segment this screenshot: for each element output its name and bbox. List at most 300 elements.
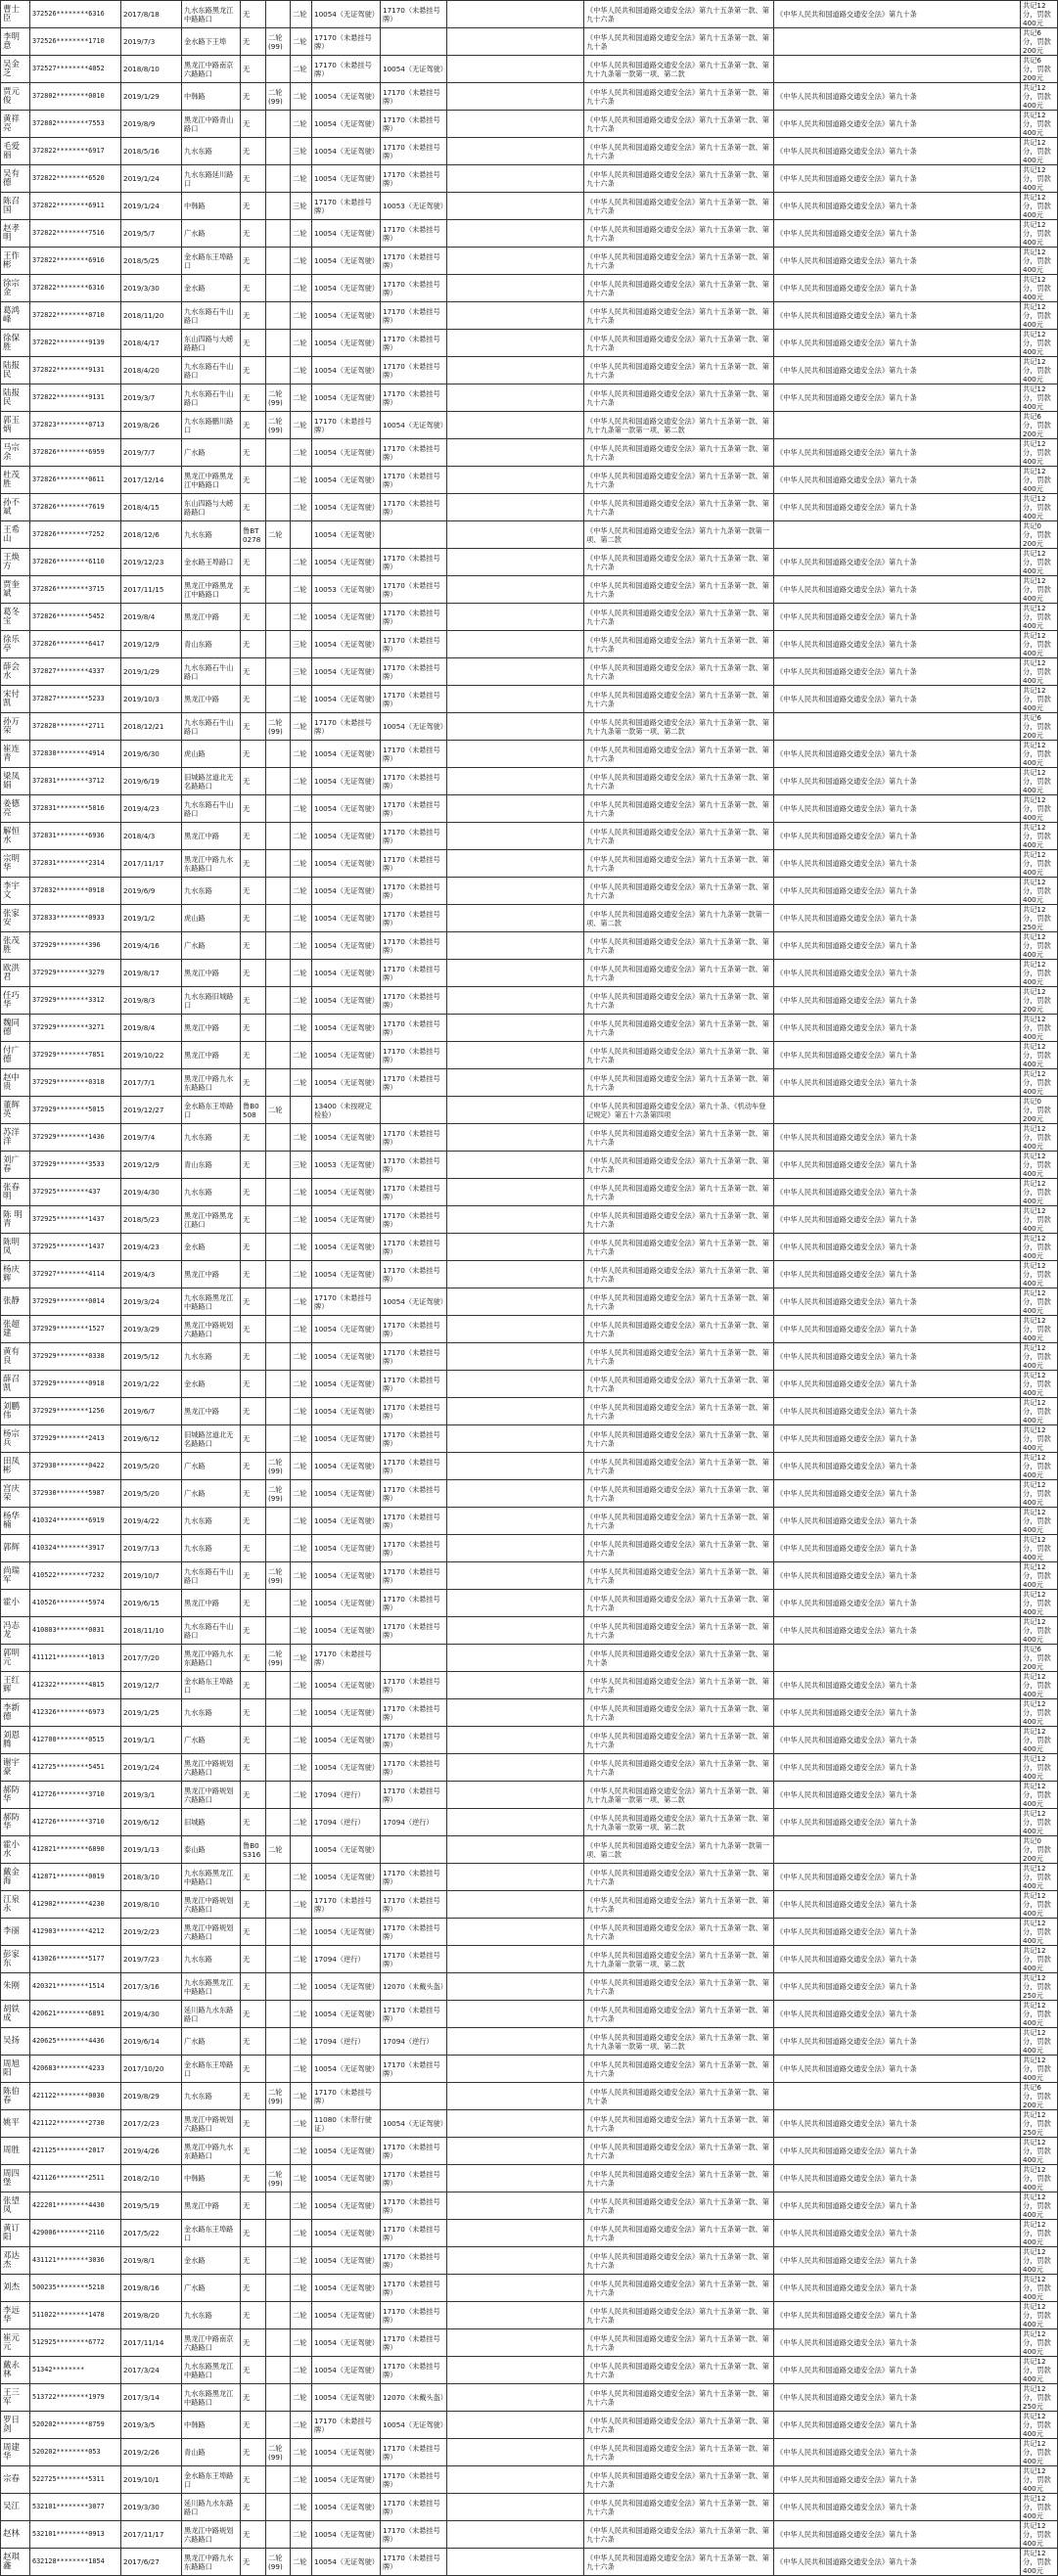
legal-basis-2: 《中华人民共和国道路交通安全法》第九十条 <box>774 1535 1021 1562</box>
legal-basis: 《中华人民共和国道路交通安全法》第九十九条第一款第一项、第二款 <box>584 1836 774 1864</box>
violation-location: 黑龙江中路黑龙江路口 <box>182 1206 241 1234</box>
violator-name: 梁凤娟 <box>1 768 30 795</box>
penalty-result: 共记12分，罚款400元 <box>1021 768 1058 795</box>
legal-basis: 《中华人民共和国道路交通安全法》第九十五条第一款、第九十六条 <box>584 932 774 960</box>
violation-code-1: 10054（无证驾驶） <box>312 1617 381 1645</box>
violation-code-1: 10054（无证驾驶） <box>312 330 381 357</box>
license-class: 二轮(99) <box>266 28 291 56</box>
license-class: 二轮(99) <box>266 2165 291 2192</box>
legal-basis: 《中华人民共和国道路交通安全法》第九十五条第一款、第九十六条 <box>584 1398 774 1425</box>
license-class <box>266 795 291 823</box>
legal-basis-2: 《中华人民共和国道路交通安全法》第九十条 <box>774 1069 1021 1097</box>
violation-date: 2019/5/20 <box>121 1480 182 1508</box>
vehicle-type: 二轮 <box>291 494 312 521</box>
legal-basis-2: 《中华人民共和国道路交通安全法》第九十条 <box>774 576 1021 604</box>
penalty-result: 共记12分，罚款400元 <box>1021 1809 1058 1836</box>
penalty-result: 共记12分，罚款400元 <box>1021 2275 1058 2302</box>
violation-code-2: 17170（未悬挂号牌） <box>381 987 447 1015</box>
blank-cell <box>447 1042 584 1069</box>
legal-basis: 《中华人民共和国道路交通安全法》第九十五条第一款、第九十六条 <box>584 2549 774 2576</box>
violation-date: 2018/4/3 <box>121 823 182 850</box>
vehicle-type: 二轮 <box>291 576 312 604</box>
vehicle-type: 二轮 <box>291 2001 312 2028</box>
violation-code-1: 10054（无证驾驶） <box>312 1015 381 1042</box>
violation-date: 2019/1/22 <box>121 1371 182 1398</box>
violation-code-1: 10054（无证驾驶） <box>312 494 381 521</box>
violation-code-1: 17094（逆行） <box>312 2028 381 2056</box>
violation-date: 2019/7/23 <box>121 1946 182 1973</box>
violation-location: 九水东路石牛山路口 <box>182 357 241 384</box>
violation-date: 2019/7/13 <box>121 1535 182 1562</box>
id-number: 372929********0014 <box>30 1288 121 1316</box>
plate-number: 无 <box>241 1864 266 1891</box>
plate-number: 无 <box>241 2384 266 2412</box>
violation-code-1: 10054（无证驾驶） <box>312 686 381 713</box>
violation-code-2: 17170（未悬挂号牌） <box>381 138 447 165</box>
vehicle-type: 二轮 <box>291 56 312 83</box>
table-row <box>1 850 1058 878</box>
id-number: 372929********0338 <box>30 1343 121 1371</box>
license-class <box>266 1 291 28</box>
legal-basis: 《中华人民共和国道路交通安全法》第九十五条第一款、第九十六条 <box>584 658 774 686</box>
violator-name: 赵林 <box>1 2521 30 2549</box>
penalty-result: 共记6分，罚款200元 <box>1021 2083 1058 2110</box>
vehicle-type: 二轮 <box>291 1371 312 1398</box>
legal-basis-2: 《中华人民共和国道路交通安全法》第九十条 <box>774 658 1021 686</box>
violation-code-1: 10054（无证驾驶） <box>312 905 381 932</box>
legal-basis: 《中华人民共和国道路交通安全法》第九十五条第一款、第九十六条 <box>584 1124 774 1152</box>
license-class: 二轮(99) <box>266 1480 291 1508</box>
violation-code-2: 17170（未悬挂号牌） <box>381 1919 447 1946</box>
violation-date: 2019/1/25 <box>121 1699 182 1727</box>
license-class <box>266 2056 291 2083</box>
violation-location: 中韩路 <box>182 2165 241 2192</box>
license-class <box>266 2220 291 2247</box>
violation-code-2: 17170（未悬挂号牌） <box>381 1699 447 1727</box>
violator-name: 贾元俊 <box>1 83 30 111</box>
violation-code-1: 10054（无证驾驶） <box>312 878 381 905</box>
plate-number: 无 <box>241 850 266 878</box>
violation-location: 金水路 <box>182 1371 241 1398</box>
id-number: 412326********6973 <box>30 1699 121 1727</box>
table-row <box>1 83 1058 111</box>
plate-number: 无 <box>241 1973 266 2001</box>
violation-code-2: 17170（未悬挂号牌） <box>381 1508 447 1535</box>
blank-cell <box>447 850 584 878</box>
violation-code-1: 10054（无证驾驶） <box>312 823 381 850</box>
violation-code-2: 17170（未悬挂号牌） <box>381 2466 447 2494</box>
plate-number: 无 <box>241 28 266 56</box>
penalty-result: 共记12分，罚款400元 <box>1021 1316 1058 1343</box>
blank-cell <box>447 987 584 1015</box>
id-number: 372831********6936 <box>30 823 121 850</box>
legal-basis-2: 《中华人民共和国道路交通安全法》第九十条 <box>774 878 1021 905</box>
violation-code-1: 10054（无证驾驶） <box>312 631 381 658</box>
id-number: 372527********4052 <box>30 56 121 83</box>
legal-basis: 《中华人民共和国道路交通安全法》第九十五条第一款、第九十六条 <box>584 2384 774 2412</box>
vehicle-type: 二轮 <box>291 2384 312 2412</box>
license-class <box>266 1398 291 1425</box>
penalty-result: 共记12分，罚款400元 <box>1021 2138 1058 2165</box>
license-class: 二轮(99) <box>266 1562 291 1590</box>
violation-code-1: 10054（无证驾驶） <box>312 111 381 138</box>
penalty-result: 共记12分，罚款400元 <box>1021 1699 1058 1727</box>
penalty-result: 共记12分，罚款400元 <box>1021 1 1058 28</box>
id-number: 412700********0515 <box>30 1727 121 1754</box>
license-class <box>266 248 291 275</box>
legal-basis-2: 《中华人民共和国道路交通安全法》第九十条 <box>774 2466 1021 2494</box>
violation-location: 黑龙江中路规划六路路口 <box>182 1316 241 1343</box>
vehicle-type: 三轮 <box>291 658 312 686</box>
violator-name: 谢宇豪 <box>1 1754 30 1782</box>
violation-code-1: 10054（无证驾驶） <box>312 2466 381 2494</box>
violation-code-1: 10054（无证驾驶） <box>312 1453 381 1480</box>
plate-number: 无 <box>241 1206 266 1234</box>
penalty-result: 共记12分，罚款400元 <box>1021 1069 1058 1097</box>
violator-name: 徐保胜 <box>1 330 30 357</box>
legal-basis-2: 《中华人民共和国道路交通安全法》第九十条 <box>774 2494 1021 2521</box>
table-row <box>1 1316 1058 1343</box>
violator-name: 薛召凯 <box>1 1371 30 1398</box>
violator-name: 周旭阳 <box>1 2056 30 2083</box>
penalty-result: 共记12分，罚款400元 <box>1021 1179 1058 1206</box>
plate-number: 无 <box>241 2357 266 2384</box>
table-row <box>1 302 1058 330</box>
violation-date: 2019/6/12 <box>121 1425 182 1453</box>
violator-name: 吴扬 <box>1 2028 30 2056</box>
blank-cell <box>447 2028 584 2056</box>
id-number: 412902********4230 <box>30 1891 121 1919</box>
violation-location: 黑龙江中路 <box>182 686 241 713</box>
id-number: 372929********5015 <box>30 1097 121 1124</box>
violation-code-1: 10054（无证驾驶） <box>312 1398 381 1425</box>
violation-code-1: 17170（未悬挂号牌） <box>312 1645 381 1672</box>
blank-cell <box>447 1508 584 1535</box>
penalty-result: 共记12分，罚款400元 <box>1021 1782 1058 1809</box>
violation-code-2: 17170（未悬挂号牌） <box>381 932 447 960</box>
plate-number: 无 <box>241 2466 266 2494</box>
violator-name: 陆报民 <box>1 384 30 412</box>
plate-number: 无 <box>241 1754 266 1782</box>
legal-basis: 《中华人民共和国道路交通安全法》第九十五条第一款、第九十六条 <box>584 1617 774 1645</box>
violation-date: 2019/4/26 <box>121 2138 182 2165</box>
penalty-result: 共记12分，罚款400元 <box>1021 576 1058 604</box>
legal-basis-2: 《中华人民共和国道路交通安全法》第九十条 <box>774 850 1021 878</box>
violator-name: 薛会水 <box>1 658 30 686</box>
violation-date: 2018/4/17 <box>121 330 182 357</box>
legal-basis-2: 《中华人民共和国道路交通安全法》第九十条 <box>774 1206 1021 1234</box>
penalty-result: 共记12分，罚款400元 <box>1021 2357 1058 2384</box>
violation-date: 2019/8/10 <box>121 1891 182 1919</box>
table-row <box>1 2384 1058 2412</box>
legal-basis-2 <box>774 412 1021 439</box>
violation-code-2: 17170（未悬挂号牌） <box>381 248 447 275</box>
penalty-result: 共记12分，罚款400元 <box>1021 2329 1058 2357</box>
blank-cell <box>447 2494 584 2521</box>
table-row <box>1 412 1058 439</box>
id-number: 372929********1256 <box>30 1398 121 1425</box>
violation-code-2: 10054（无证驾驶） <box>381 412 447 439</box>
legal-basis-2: 《中华人民共和国道路交通安全法》第九十条 <box>774 2275 1021 2302</box>
vehicle-type: 二轮 <box>291 2192 312 2220</box>
violation-code-2: 10054（无证驾驶） <box>381 1288 447 1316</box>
id-number: 372526********6316 <box>30 1 121 28</box>
id-number: 372929********7851 <box>30 1042 121 1069</box>
id-number: 429006********2116 <box>30 2220 121 2247</box>
violation-date: 2017/11/15 <box>121 576 182 604</box>
id-number: 513722********1979 <box>30 2384 121 2412</box>
legal-basis-2: 《中华人民共和国道路交通安全法》第九十条 <box>774 1179 1021 1206</box>
plate-number: 无 <box>241 1288 266 1316</box>
legal-basis: 《中华人民共和国道路交通安全法》第九十五条第一款、第九十六条 <box>584 1288 774 1316</box>
legal-basis: 《中华人民共和国道路交通安全法》第九十五条第一款、第九十六条 <box>584 2110 774 2138</box>
id-number: 500235********5218 <box>30 2275 121 2302</box>
violation-date: 2019/4/3 <box>121 1261 182 1288</box>
violation-code-1: 10054（无证驾驶） <box>312 165 381 193</box>
legal-basis-2: 《中华人民共和国道路交通安全法》第九十条 <box>774 2192 1021 2220</box>
legal-basis: 《中华人民共和国道路交通安全法》第九十五条第一款、第九十九条第一款第一项、第二款 <box>584 1946 774 1973</box>
table-row <box>1 658 1058 686</box>
violation-code-2: 17170（未悬挂号牌） <box>381 439 447 467</box>
vehicle-type: 二轮 <box>291 1590 312 1617</box>
license-class: 二轮 <box>266 521 291 549</box>
legal-basis: 《中华人民共和国道路交通安全法》第九十五条第一款、第九十九条第一款第一项、第二款 <box>584 1782 774 1809</box>
violator-name: 李明意 <box>1 28 30 56</box>
table-row <box>1 521 1058 549</box>
penalty-result: 共记12分，罚款400元 <box>1021 1672 1058 1699</box>
penalty-result: 共记12分，罚款400元 <box>1021 165 1058 193</box>
license-class <box>266 576 291 604</box>
table-row <box>1 1371 1058 1398</box>
violation-location: 黑龙江中路 <box>182 2192 241 2220</box>
legal-basis-2: 《中华人民共和国道路交通安全法》第九十条 <box>774 357 1021 384</box>
penalty-result: 共记12分，罚款400元 <box>1021 2001 1058 2028</box>
blank-cell <box>447 330 584 357</box>
table-row <box>1 2521 1058 2549</box>
id-number: 411121********1013 <box>30 1645 121 1672</box>
legal-basis: 《中华人民共和国道路交通安全法》第九十五条第一款、第九十六条 <box>584 631 774 658</box>
plate-number: 无 <box>241 932 266 960</box>
violation-code-2: 17170（未悬挂号牌） <box>381 1946 447 1973</box>
id-number: 520202********053 <box>30 2439 121 2466</box>
vehicle-type: 二轮 <box>291 878 312 905</box>
penalty-result: 共记12分，罚款400元 <box>1021 1617 1058 1645</box>
violator-name: 郭玉炳 <box>1 412 30 439</box>
penalty-result: 共记12分，罚款400元 <box>1021 138 1058 165</box>
table-row <box>1 330 1058 357</box>
vehicle-type <box>291 521 312 549</box>
license-class <box>266 2247 291 2275</box>
legal-basis-2: 《中华人民共和国道路交通安全法》第九十条 <box>774 2001 1021 2028</box>
vehicle-type: 二轮 <box>291 2110 312 2138</box>
legal-basis-2: 《中华人民共和国道路交通安全法》第九十条 <box>774 2549 1021 2576</box>
violation-date: 2019/8/4 <box>121 1015 182 1042</box>
violation-date: 2018/11/20 <box>121 302 182 330</box>
violation-code-1: 10054（无证驾驶） <box>312 2302 381 2329</box>
violation-code-2: 17170（未悬挂号牌） <box>381 1727 447 1754</box>
legal-basis-2: 《中华人民共和国道路交通安全法》第九十条 <box>774 741 1021 768</box>
plate-number: 无 <box>241 111 266 138</box>
violator-name: 孙万荣 <box>1 713 30 741</box>
violation-location: 黑龙江中路 <box>182 1398 241 1425</box>
table-row <box>1 2138 1058 2165</box>
violator-name: 陈召国 <box>1 193 30 220</box>
legal-basis-2: 《中华人民共和国道路交通安全法》第九十条 <box>774 1371 1021 1398</box>
violation-date: 2019/5/19 <box>121 2192 182 2220</box>
violation-date: 2019/5/12 <box>121 1343 182 1371</box>
violation-code-1: 10054（无证驾驶） <box>312 2494 381 2521</box>
plate-number: 无 <box>241 56 266 83</box>
id-number: 372929********2413 <box>30 1425 121 1453</box>
license-class <box>266 2412 291 2439</box>
plate-number: 无 <box>241 2329 266 2357</box>
violator-name: 葛鸿峰 <box>1 302 30 330</box>
id-number: 520202********8759 <box>30 2412 121 2439</box>
violation-code-1: 10054（无证驾驶） <box>312 2056 381 2083</box>
violation-location: 金水路东王埠路口 <box>182 1672 241 1699</box>
violation-date: 2018/12/21 <box>121 713 182 741</box>
legal-basis: 《中华人民共和国道路交通安全法》第九十五条第一款、第九十六条 <box>584 2302 774 2329</box>
penalty-result: 共记6分，罚款200元 <box>1021 28 1058 56</box>
license-class <box>266 1617 291 1645</box>
violation-code-2: 17170（未悬挂号牌） <box>381 686 447 713</box>
violation-code-1: 17170（未悬挂号牌） <box>312 193 381 220</box>
violator-name: 罗日剑 <box>1 2412 30 2439</box>
violation-code-1: 17094（逆行） <box>312 1782 381 1809</box>
vehicle-type: 二轮 <box>291 1672 312 1699</box>
vehicle-type: 二轮 <box>291 905 312 932</box>
violation-location: 金水路东王埠路口 <box>182 2220 241 2247</box>
blank-cell <box>447 1398 584 1425</box>
violator-name: 毛爱丽 <box>1 138 30 165</box>
table-row <box>1 2165 1058 2192</box>
violation-code-2: 17170（未悬挂号牌） <box>381 1617 447 1645</box>
vehicle-type: 二轮 <box>291 83 312 111</box>
violator-name: 曹士臣 <box>1 1 30 28</box>
violator-name: 李宇文 <box>1 878 30 905</box>
legal-basis-2: 《中华人民共和国道路交通安全法》第九十条 <box>774 2028 1021 2056</box>
blank-cell <box>447 2357 584 2384</box>
blank-cell <box>447 905 584 932</box>
violation-date: 2018/8/10 <box>121 56 182 83</box>
violation-location: 九水东路黑龙江中路路口 <box>182 1973 241 2001</box>
penalty-result: 共记0分，罚款200元 <box>1021 1836 1058 1864</box>
plate-number: 无 <box>241 1782 266 1809</box>
violation-date: 2019/1/29 <box>121 658 182 686</box>
violation-location: 东山四路与大崂路路口 <box>182 330 241 357</box>
violation-code-2: 10053（无证驾驶） <box>381 193 447 220</box>
blank-cell <box>447 878 584 905</box>
penalty-result: 共记12分，罚款250元 <box>1021 905 1058 932</box>
legal-basis: 《中华人民共和国道路交通安全法》第九十五条第一款、第九十六条 <box>584 1590 774 1617</box>
violation-location: 虎山路 <box>182 905 241 932</box>
vehicle-type: 二轮 <box>291 1069 312 1097</box>
penalty-result: 共记12分，罚款400元 <box>1021 741 1058 768</box>
violation-location: 广水路 <box>182 1480 241 1508</box>
legal-basis-2: 《中华人民共和国道路交通安全法》第九十条 <box>774 1261 1021 1288</box>
vehicle-type: 二轮 <box>291 1124 312 1152</box>
violation-date: 2017/8/18 <box>121 1 182 28</box>
violation-code-1: 13400（未按规定检验） <box>312 1097 381 1124</box>
id-number: 372826********7619 <box>30 494 121 521</box>
id-number: 632128********1854 <box>30 2549 121 2576</box>
violation-code-1: 10054（无证驾驶） <box>312 2439 381 2466</box>
violation-location: 九水东路 <box>182 1535 241 1562</box>
violation-date: 2019/1/2 <box>121 905 182 932</box>
blank-cell <box>447 631 584 658</box>
violation-date: 2019/3/1 <box>121 1782 182 1809</box>
id-number: 532101********0913 <box>30 2521 121 2549</box>
violation-code-1: 10054（无证驾驶） <box>312 1699 381 1727</box>
table-row <box>1 1645 1058 1672</box>
violation-date: 2019/3/24 <box>121 1288 182 1316</box>
blank-cell <box>447 2220 584 2247</box>
violation-code-2: 17170（未悬挂号牌） <box>381 2056 447 2083</box>
legal-basis-2: 《中华人民共和国道路交通安全法》第九十条 <box>774 1672 1021 1699</box>
license-class <box>266 1261 291 1288</box>
violation-date: 2019/3/7 <box>121 384 182 412</box>
violation-location: 中韩路 <box>182 2412 241 2439</box>
violation-code-1: 17170（未悬挂号牌） <box>312 2083 381 2110</box>
vehicle-type: 二轮 <box>291 1754 312 1782</box>
blank-cell <box>447 2247 584 2275</box>
id-number: 372930********0422 <box>30 1453 121 1480</box>
violation-code-2: 17170（未悬挂号牌） <box>381 494 447 521</box>
table-row <box>1 741 1058 768</box>
id-number: 412871********0019 <box>30 1864 121 1891</box>
table-row <box>1 1973 1058 2001</box>
id-number: 372822********6520 <box>30 165 121 193</box>
license-class <box>266 1727 291 1754</box>
penalty-result: 共记12分，罚款400元 <box>1021 357 1058 384</box>
violation-location: 旧城路岔道北无名路路口 <box>182 1425 241 1453</box>
legal-basis-2: 《中华人民共和国道路交通安全法》第九十条 <box>774 1946 1021 1973</box>
violation-code-2: 17170（未悬挂号牌） <box>381 1562 447 1590</box>
violation-location: 金水路王埠路口 <box>182 549 241 576</box>
violation-code-1: 10054（无证驾驶） <box>312 1234 381 1261</box>
legal-basis-2: 《中华人民共和国道路交通安全法》第九十条 <box>774 1754 1021 1782</box>
blank-cell <box>447 302 584 330</box>
legal-basis-2: 《中华人民共和国道路交通安全法》第九十条 <box>774 2384 1021 2412</box>
legal-basis-2: 《中华人民共和国道路交通安全法》第九十条 <box>774 1042 1021 1069</box>
legal-basis: 《中华人民共和国道路交通安全法》第九十五条第一款、第九十六条 <box>584 2494 774 2521</box>
legal-basis-2: 《中华人民共和国道路交通安全法》第九十条 <box>774 987 1021 1015</box>
violation-date: 2019/3/5 <box>121 2412 182 2439</box>
violation-code-2 <box>381 1097 447 1124</box>
blank-cell <box>447 357 584 384</box>
violation-location: 黑龙江中路 <box>182 1261 241 1288</box>
blank-cell <box>447 2549 584 2576</box>
penalty-result: 共记12分，罚款400元 <box>1021 467 1058 494</box>
violation-date: 2017/2/23 <box>121 2110 182 2138</box>
license-class <box>266 220 291 248</box>
violation-code-2: 17170（未悬挂号牌） <box>381 631 447 658</box>
violation-location: 九水东路旧城路口 <box>182 987 241 1015</box>
plate-number: 无 <box>241 248 266 275</box>
violation-code-1: 10054（无证驾驶） <box>312 1864 381 1891</box>
violation-code-2: 17094（逆行） <box>381 1809 447 1836</box>
violation-code-2: 17170（未悬挂号牌） <box>381 2138 447 2165</box>
violation-code-1: 10054（无证驾驶） <box>312 1343 381 1371</box>
violator-name: 田凤彬 <box>1 1453 30 1480</box>
violation-code-2: 17170（未悬挂号牌） <box>381 1480 447 1508</box>
penalty-result: 共记12分，罚款400元 <box>1021 1015 1058 1042</box>
table-row <box>1 1946 1058 1973</box>
plate-number: 无 <box>241 1508 266 1535</box>
legal-basis: 《中华人民共和国道路交通安全法》第九十五条第一款、第九十六条 <box>584 111 774 138</box>
table-row <box>1 1097 1058 1124</box>
id-number: 372831********3712 <box>30 768 121 795</box>
